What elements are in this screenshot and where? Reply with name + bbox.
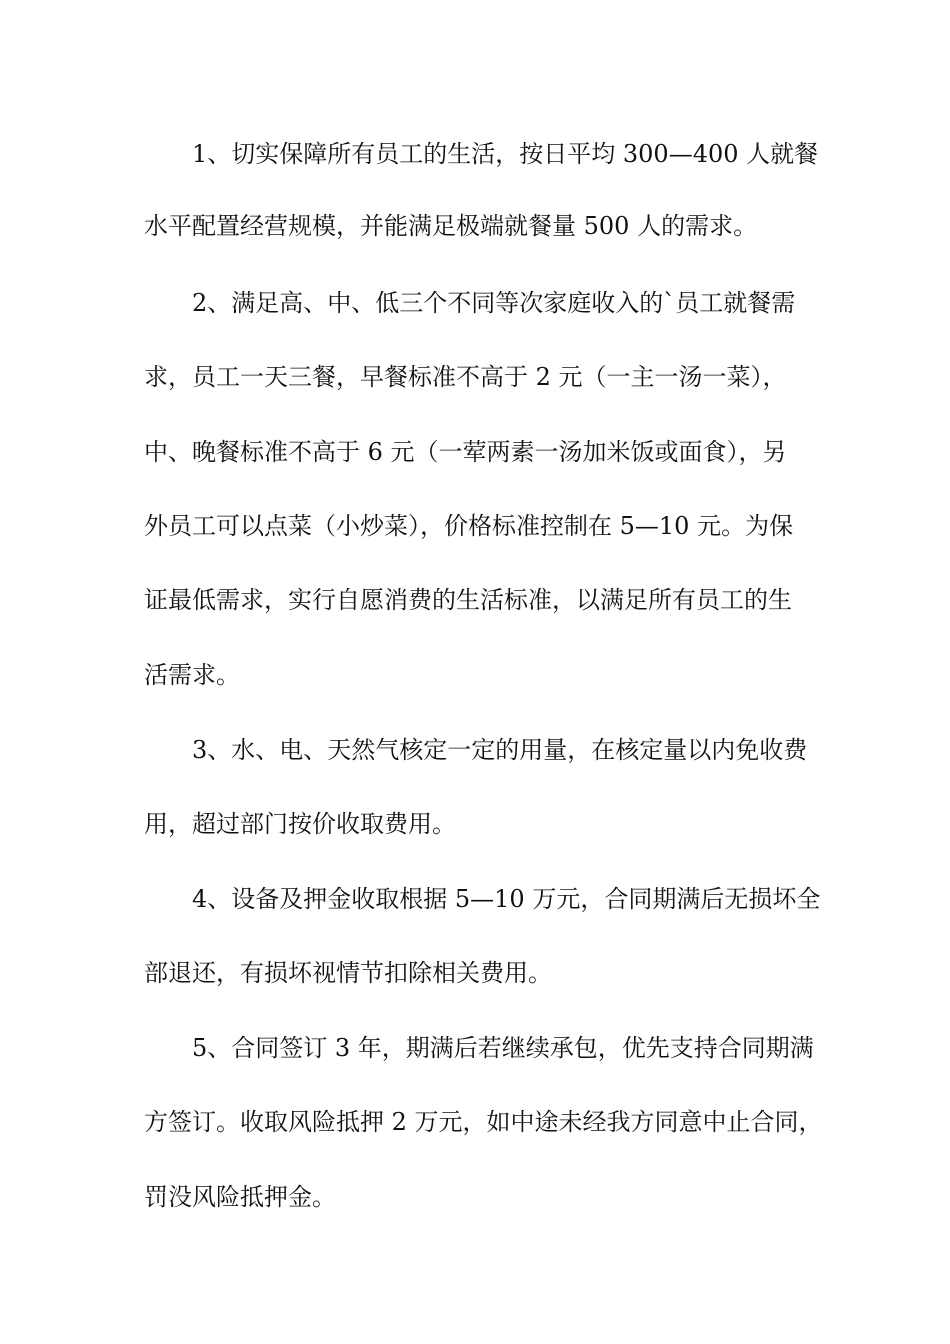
paragraph-5-line-2: 方签订。收取风险抵押 2 万元，如中途未经我方同意中止合同， <box>144 1108 823 1136</box>
paragraph-1-line-1: 1、切实保障所有员工的生活，按日平均 300—400 人就餐 <box>192 140 819 168</box>
paragraph-4-line-1: 4、设备及押金收取根据 5—10 万元，合同期满后无损坏全 <box>192 885 821 913</box>
paragraph-2-line-2: 求，员工一天三餐，早餐标准不高于 2 元（一主一汤一菜）， <box>144 363 787 391</box>
paragraph-3-line-1: 3、水、电、天然气核定一定的用量，在核定量以内免收费 <box>192 736 808 764</box>
paragraph-2-line-3: 中、晚餐标准不高于 6 元（一荤两素一汤加米饭或面食），另 <box>144 438 787 466</box>
paragraph-2-line-1: 2、满足高、中、低三个不同等次家庭收入的`员工就餐需 <box>192 289 796 317</box>
paragraph-2-line-6: 活需求。 <box>144 661 240 689</box>
paragraph-3-line-2: 用，超过部门按价收取费用。 <box>144 810 456 838</box>
paragraph-4-line-2: 部退还，有损坏视情节扣除相关费用。 <box>144 959 552 987</box>
paragraph-2-line-5: 证最低需求，实行自愿消费的生活标准，以满足所有员工的生 <box>144 586 792 614</box>
paragraph-1-line-2: 水平配置经营规模，并能满足极端就餐量 500 人的需求。 <box>144 212 758 240</box>
paragraph-5-line-1: 5、合同签订 3 年，期满后若继续承包，优先支持合同期满 <box>192 1034 814 1062</box>
paragraph-2-line-4: 外员工可以点菜（小炒菜），价格标准控制在 5—10 元。为保 <box>144 512 794 540</box>
paragraph-5-line-3: 罚没风险抵押金。 <box>144 1183 336 1211</box>
